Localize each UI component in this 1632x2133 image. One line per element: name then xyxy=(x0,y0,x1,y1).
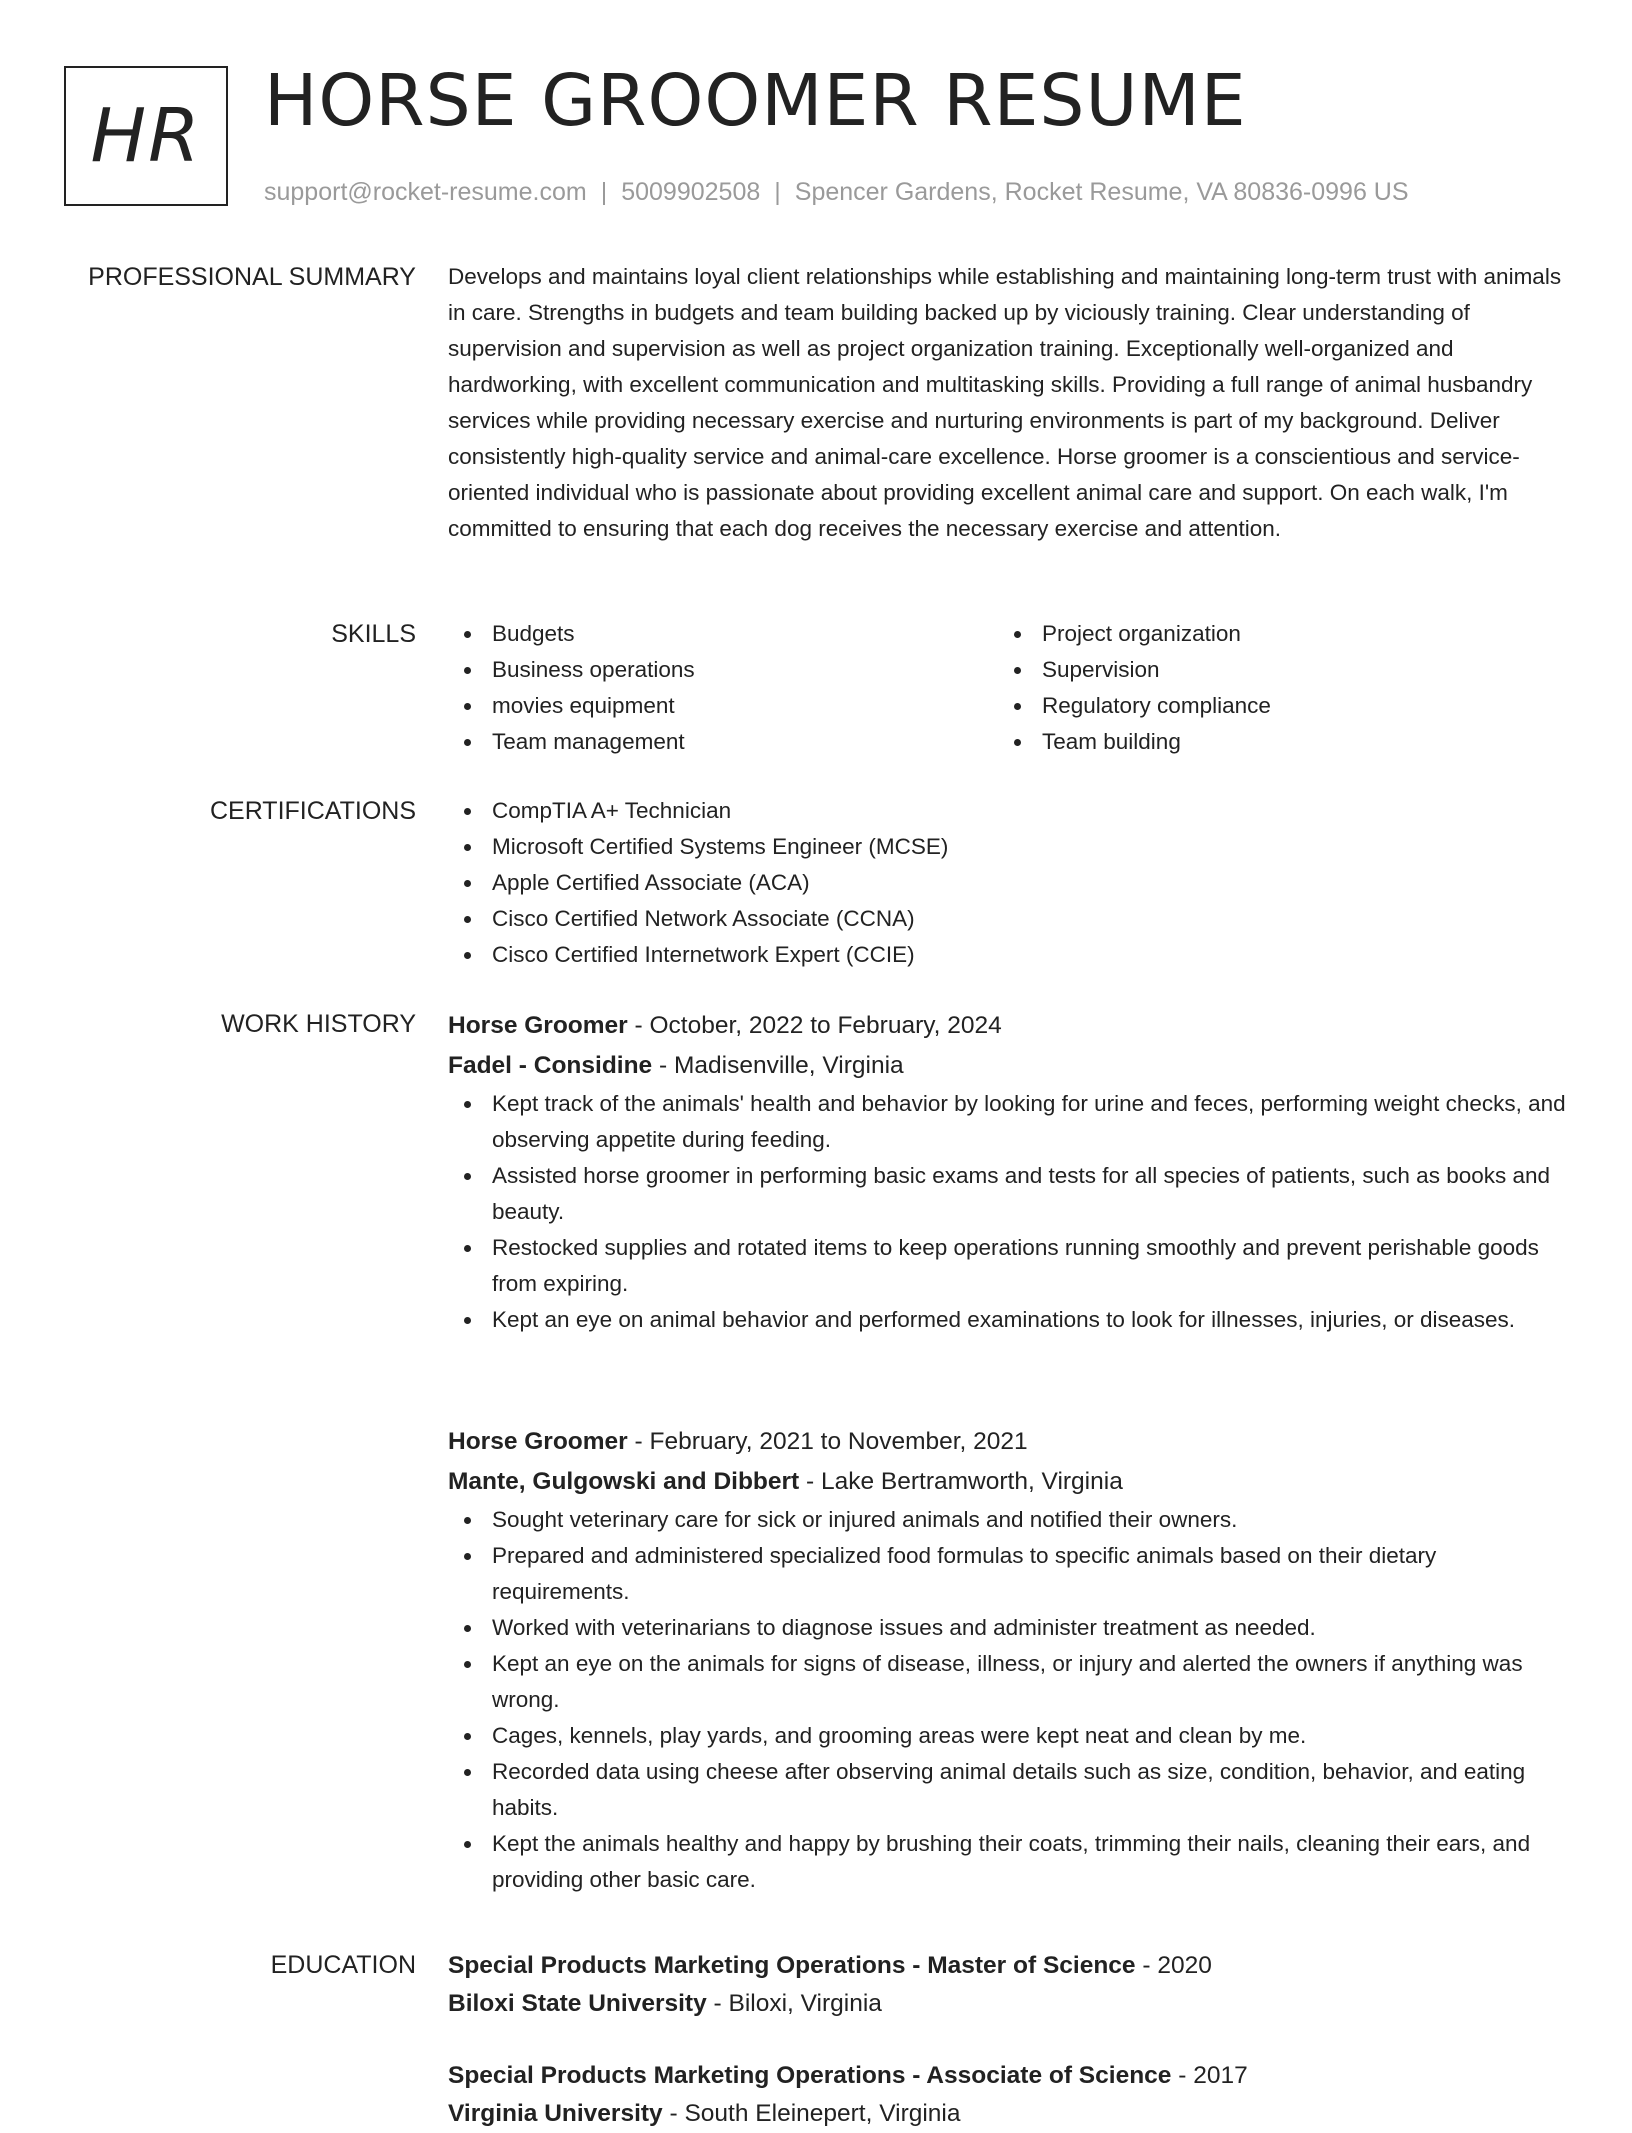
education-body xyxy=(448,1947,1572,2133)
skill-item: Regulatory compliance xyxy=(998,688,1548,724)
work-history-heading: WORK HISTORY xyxy=(221,1010,416,1038)
education-degree-line xyxy=(448,1947,1572,1985)
certifications-heading: CERTIFICATIONS xyxy=(209,797,416,825)
job-location: - Lake Bertramworth, Virginia xyxy=(799,1468,1123,1495)
job-duty-item: Prepared and administered specialized food formulas to specific animals based on their dietary requirements. xyxy=(448,1538,1572,1610)
skill-item: Supervision xyxy=(998,652,1548,688)
education-entry xyxy=(448,1947,1572,2023)
job-title: Horse Groomer xyxy=(448,1428,628,1455)
certification-item: Cisco Certified Internetwork Expert (CCIE) xyxy=(448,937,1572,973)
job-company: Fadel - Considine xyxy=(448,1052,653,1079)
job-dates: - February, 2021 to November, 2021 xyxy=(627,1428,1028,1455)
job-dates: - October, 2022 to February, 2024 xyxy=(627,1012,1002,1039)
education-year: - 2020 xyxy=(1135,1952,1212,1979)
summary-body xyxy=(448,259,1572,547)
resume-title: HORSE GROOMER RESUME xyxy=(264,59,1247,142)
education-location: - South Eleinepert, Virginia xyxy=(662,2100,961,2127)
education-school: Virginia University xyxy=(448,2100,663,2127)
skill-item: Business operations xyxy=(448,652,998,688)
work-history-body xyxy=(448,1006,1572,1892)
skills-list-right xyxy=(998,616,1548,760)
skill-item: Project organization xyxy=(998,616,1548,652)
education-school-line xyxy=(448,2095,1572,2133)
education-entry xyxy=(448,2057,1572,2133)
job-duty-item: Sought veterinary care for sick or injured animals and notified their owners. xyxy=(448,1502,1572,1538)
contact-email: support@rocket-resume.com xyxy=(264,178,587,206)
certifications-list xyxy=(448,793,1572,973)
job-duty-item: Cages, kennels, play yards, and grooming areas were kept neat and clean by me. xyxy=(448,1718,1572,1754)
education-heading: EDUCATION xyxy=(270,1951,416,1979)
job-duty-item: Kept an eye on the animals for signs of disease, illness, or injury and alerted the owners if anything was wrong. xyxy=(448,1646,1572,1718)
job-duties-list xyxy=(448,1502,1572,1898)
job-duties-list xyxy=(448,1086,1572,1338)
job-duty-item: Kept track of the animals' health and behavior by looking for urine and feces, performing weight checks, and observing appetite during feeding. xyxy=(448,1086,1572,1158)
job-duty-item: Assisted horse groomer in performing basic exams and tests for all species of patients, such as books and beauty. xyxy=(448,1158,1572,1230)
skill-item: movies equipment xyxy=(448,688,998,724)
education-location: - Biloxi, Virginia xyxy=(706,1990,882,2017)
skill-item: Budgets xyxy=(448,616,998,652)
education-degree-line xyxy=(448,2057,1572,2095)
certification-item: Apple Certified Associate (ACA) xyxy=(448,865,1572,901)
job-title: Horse Groomer xyxy=(448,1012,628,1039)
skills-list-left xyxy=(448,616,998,760)
summary-text: Develops and maintains loyal client relationships while establishing and maintaining long-term trust with animals in care. Strengths in budgets and team building backed up by viciously training. Clear understanding of supervision and supervision as well as project organization training. Exceptionally well-organized and hardworking, with excellent communication and multitasking skills. Providing a full range of animal husbandry services while providing necessary exercise and nurturing environments is part of my background. Deliver consistently high-quality service and animal-care excellence. Horse groomer is a conscientious and service-oriented individual who is passionate about providing excellent animal care and support. On each walk, I'm committed to ensuring that each dog receives the necessary exercise and attention. xyxy=(448,264,1562,541)
job-duty-item: Kept the animals healthy and happy by brushing their coats, trimming their nails, cleaning their ears, and providing other basic care. xyxy=(448,1826,1572,1898)
education-degree: Special Products Marketing Operations - Master of Science xyxy=(448,1952,1136,1979)
certification-item: Cisco Certified Network Associate (CCNA) xyxy=(448,901,1572,937)
job-company: Mante, Gulgowski and Dibbert xyxy=(448,1468,800,1495)
job-entry xyxy=(448,1422,1572,1898)
job-company-line xyxy=(448,1046,1572,1086)
contact-phone: 5009902508 xyxy=(621,178,761,206)
job-duty-item: Restocked supplies and rotated items to keep operations running smoothly and prevent perishable goods from expiring. xyxy=(448,1230,1572,1302)
contact-line xyxy=(264,174,1409,210)
monogram-initials: HR xyxy=(90,93,202,179)
certifications-body xyxy=(448,793,1572,973)
job-location: - Madisenville, Virginia xyxy=(652,1052,904,1079)
education-school: Biloxi State University xyxy=(448,1990,707,2017)
contact-address: Spencer Gardens, Rocket Resume, VA 80836-0996 US xyxy=(794,178,1409,206)
job-duty-item: Kept an eye on animal behavior and performed examinations to look for illnesses, injuries, or diseases. xyxy=(448,1302,1572,1338)
job-duty-item: Recorded data using cheese after observing animal details such as size, condition, behavior, and eating habits. xyxy=(448,1754,1572,1826)
contact-separator: | xyxy=(600,178,608,206)
education-degree: Special Products Marketing Operations - Associate of Science xyxy=(448,2062,1172,2089)
skill-item: Team management xyxy=(448,724,998,760)
skills-heading: SKILLS xyxy=(331,620,416,648)
job-entry xyxy=(448,1006,1572,1338)
monogram-box xyxy=(64,66,228,206)
skills-body xyxy=(448,616,1572,760)
contact-separator: | xyxy=(774,178,781,206)
job-title-line xyxy=(448,1006,1572,1046)
job-company-line xyxy=(448,1462,1572,1502)
certification-item: Microsoft Certified Systems Engineer (MCSE) xyxy=(448,829,1572,865)
education-school-line xyxy=(448,1985,1572,2023)
job-duty-item: Worked with veterinarians to diagnose issues and administer treatment as needed. xyxy=(448,1610,1572,1646)
certification-item: CompTIA A+ Technician xyxy=(448,793,1572,829)
job-title-line xyxy=(448,1422,1572,1462)
summary-heading: PROFESSIONAL SUMMARY xyxy=(88,263,416,291)
education-year: - 2017 xyxy=(1171,2062,1248,2089)
skill-item: Team building xyxy=(998,724,1548,760)
